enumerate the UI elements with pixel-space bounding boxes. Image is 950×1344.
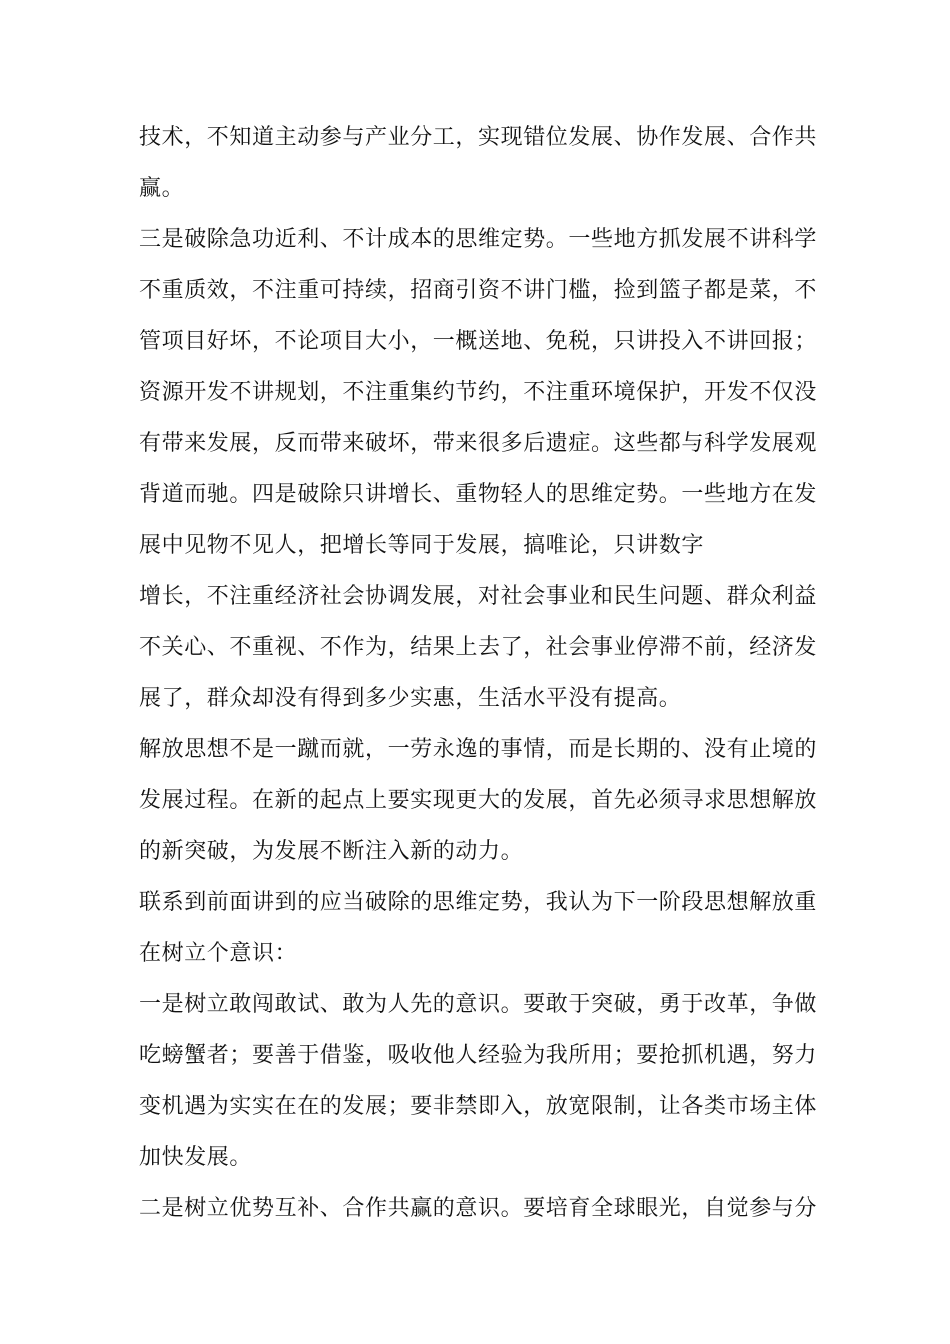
text-line-18: 一是树立敢闯敢试、敢为人先的意识。要敢于突破，勇于改革，争做	[139, 992, 818, 1017]
text-line-2: 赢。	[139, 176, 185, 201]
text-line-8: 背道而驰。四是破除只讲增长、重物轻人的思维定势。一些地方在发	[139, 482, 818, 507]
text-line-17: 在树立个意识：	[139, 941, 298, 966]
text-line-13: 解放思想不是一蹴而就，一劳永逸的事情，而是长期的、没有止境的	[139, 737, 818, 762]
text-line-3: 三是破除急功近利、不计成本的思维定势。一些地方抓发展不讲科学	[139, 227, 818, 252]
text-line-7: 有带来发展，反而带来破坏，带来很多后遗症。这些都与科学发展观	[139, 431, 818, 456]
text-line-19: 吃螃蟹者；要善于借鉴，吸收他人经验为我所用；要抢抓机遇，努力	[139, 1043, 818, 1068]
text-line-14: 发展过程。在新的起点上要实现更大的发展，首先必须寻求思想解放	[139, 788, 818, 813]
text-line-20: 变机遇为实实在在的发展；要非禁即入，放宽限制，让各类市场主体	[139, 1094, 818, 1119]
text-line-11: 不关心、不重视、不作为，结果上去了，社会事业停滞不前，经济发	[139, 635, 818, 660]
text-line-15: 的新突破，为发展不断注入新的动力。	[139, 839, 524, 864]
text-line-21: 加快发展。	[139, 1145, 253, 1170]
text-line-22: 二是树立优势互补、合作共赢的意识。要培育全球眼光，自觉参与分	[139, 1196, 818, 1221]
text-line-12: 展了，群众却没有得到多少实惠，生活水平没有提高。	[139, 686, 682, 711]
text-line-16: 联系到前面讲到的应当破除的思维定势，我认为下一阶段思想解放重	[139, 890, 818, 915]
text-line-1: 技术，不知道主动参与产业分工，实现错位发展、协作发展、合作共	[139, 125, 818, 150]
text-line-4: 不重质效，不注重可持续，招商引资不讲门槛，捡到篮子都是菜，不	[139, 278, 818, 303]
text-line-6: 资源开发不讲规划，不注重集约节约，不注重环境保护，开发不仅没	[139, 380, 818, 405]
text-line-9: 展中见物不见人，把增长等同于发展，搞唯论，只讲数字	[139, 533, 705, 558]
text-line-10: 增长，不注重经济社会协调发展，对社会事业和民生问题、群众利益	[139, 584, 818, 609]
text-line-5: 管项目好坏，不论项目大小，一概送地、免税，只讲投入不讲回报；	[139, 329, 818, 354]
document-body	[139, 112, 829, 1234]
